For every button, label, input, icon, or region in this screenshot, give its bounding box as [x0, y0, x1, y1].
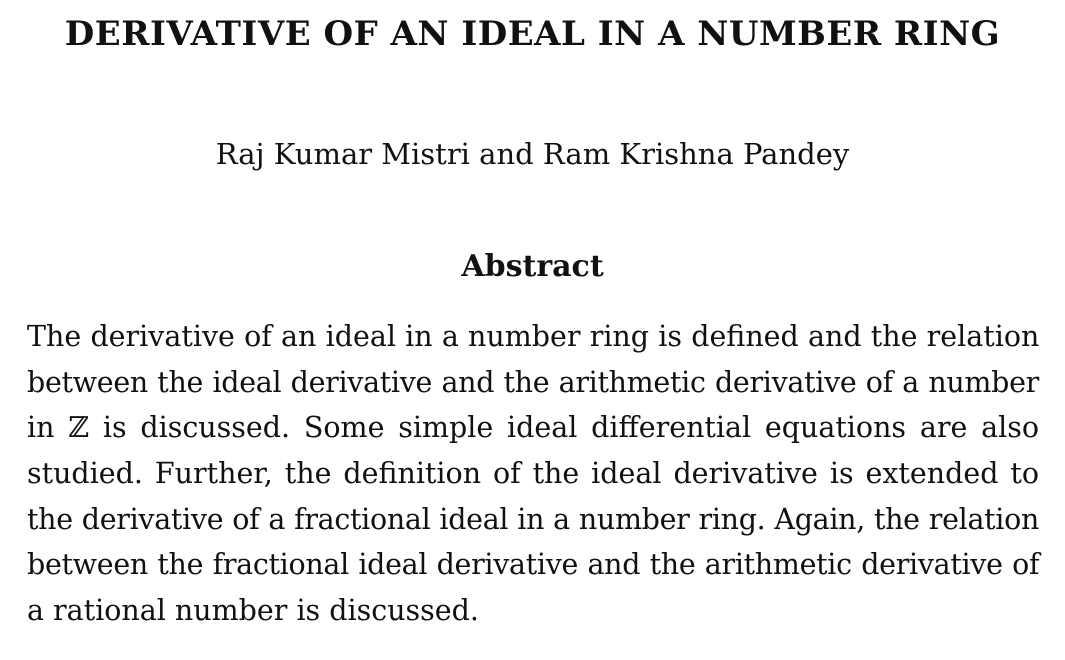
paper-authors: Raj Kumar Mistri and Ram Krishna Pandey [215, 137, 850, 171]
abstract-heading: Abstract [461, 249, 604, 284]
abstract-line: the derivative of a fractional ideal in a number ring. Again, the relation [27, 502, 1040, 536]
abstract-line: between the fractional ideal derivative and the arithmetic derivative of [27, 548, 1040, 582]
abstract-line: The derivative of an ideal in a number ring is defined and the relation [27, 320, 1040, 353]
abstract-line: in ℤ is discussed. Some simple ideal differential equations are also [27, 411, 1039, 445]
paper-title: DERIVATIVE OF AN IDEAL IN A NUMBER RING [64, 14, 1001, 54]
abstract-line: studied. Further, the definition of the ideal derivative is extended to [27, 457, 1039, 491]
abstract-body [27, 314, 1039, 634]
abstract-line: between the ideal derivative and the arithmetic derivative of a number [27, 365, 1039, 399]
abstract-line: a rational number is discussed. [27, 594, 479, 628]
